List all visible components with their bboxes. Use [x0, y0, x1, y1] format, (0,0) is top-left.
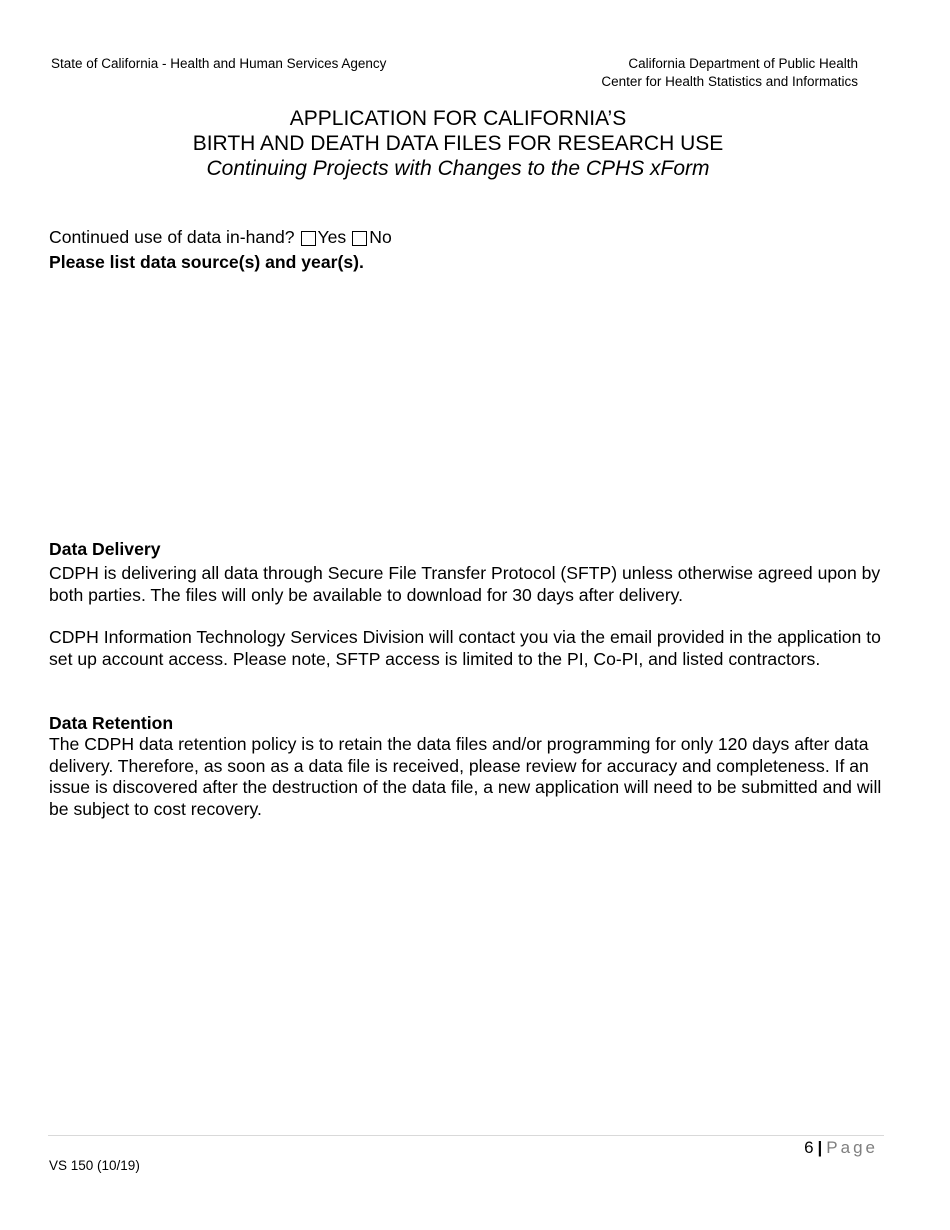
data-retention-heading: Data Retention	[49, 713, 174, 733]
title-subtitle: Continuing Projects with Changes to the CPHS xForm	[206, 157, 710, 180]
data-source-list-label: Please list data source(s) and year(s).	[49, 252, 364, 272]
footer-divider	[48, 1135, 884, 1136]
title-line-1: APPLICATION FOR CALIFORNIA’S	[289, 107, 627, 130]
data-delivery-paragraph-1: CDPH is delivering all data through Secure File Transfer Protocol (SFTP) unless otherwise agreed upon by both parties. The files will only be available to download for 30 days after delivery.	[49, 563, 881, 605]
data-delivery-heading: Data Delivery	[49, 539, 161, 559]
data-delivery-paragraph-2: CDPH Information Technology Services Division will contact you via the email provided in the application to set up account access. Please note, SFTP access is limited to the PI, Co-PI, and listed contractors.	[49, 627, 881, 669]
document-title	[0, 106, 916, 181]
continued-use-question	[49, 227, 392, 249]
no-checkbox[interactable]	[352, 231, 367, 246]
form-code: VS 150 (10/19)	[49, 1158, 140, 1173]
data-retention-paragraph: The CDPH data retention policy is to retain the data files and/or programming for only 120 days after data delivery. Therefore, as soon as a data file is received, please review for accuracy and completeness. If an issue is discovered after the destruction of the data file, a new application will need to be submitted and will be subject to cost recovery.	[49, 734, 882, 819]
yes-checkbox[interactable]	[301, 231, 316, 246]
title-line-2: BIRTH AND DEATH DATA FILES FOR RESEARCH USE	[192, 132, 724, 155]
header-department	[601, 55, 858, 91]
continued-use-label: Continued use of data in-hand?	[49, 227, 295, 247]
yes-label: Yes	[317, 227, 347, 247]
page-number-separator: |	[817, 1138, 823, 1157]
header-agency: State of California - Health and Human Services Agency	[51, 56, 387, 71]
page-number	[804, 1137, 878, 1158]
header-center-name: Center for Health Statistics and Informatics	[601, 74, 858, 89]
page-number-value: 6	[804, 1138, 814, 1157]
no-label: No	[369, 227, 392, 247]
header-department-name: California Department of Public Health	[628, 56, 858, 71]
page-word: Page	[826, 1138, 878, 1157]
